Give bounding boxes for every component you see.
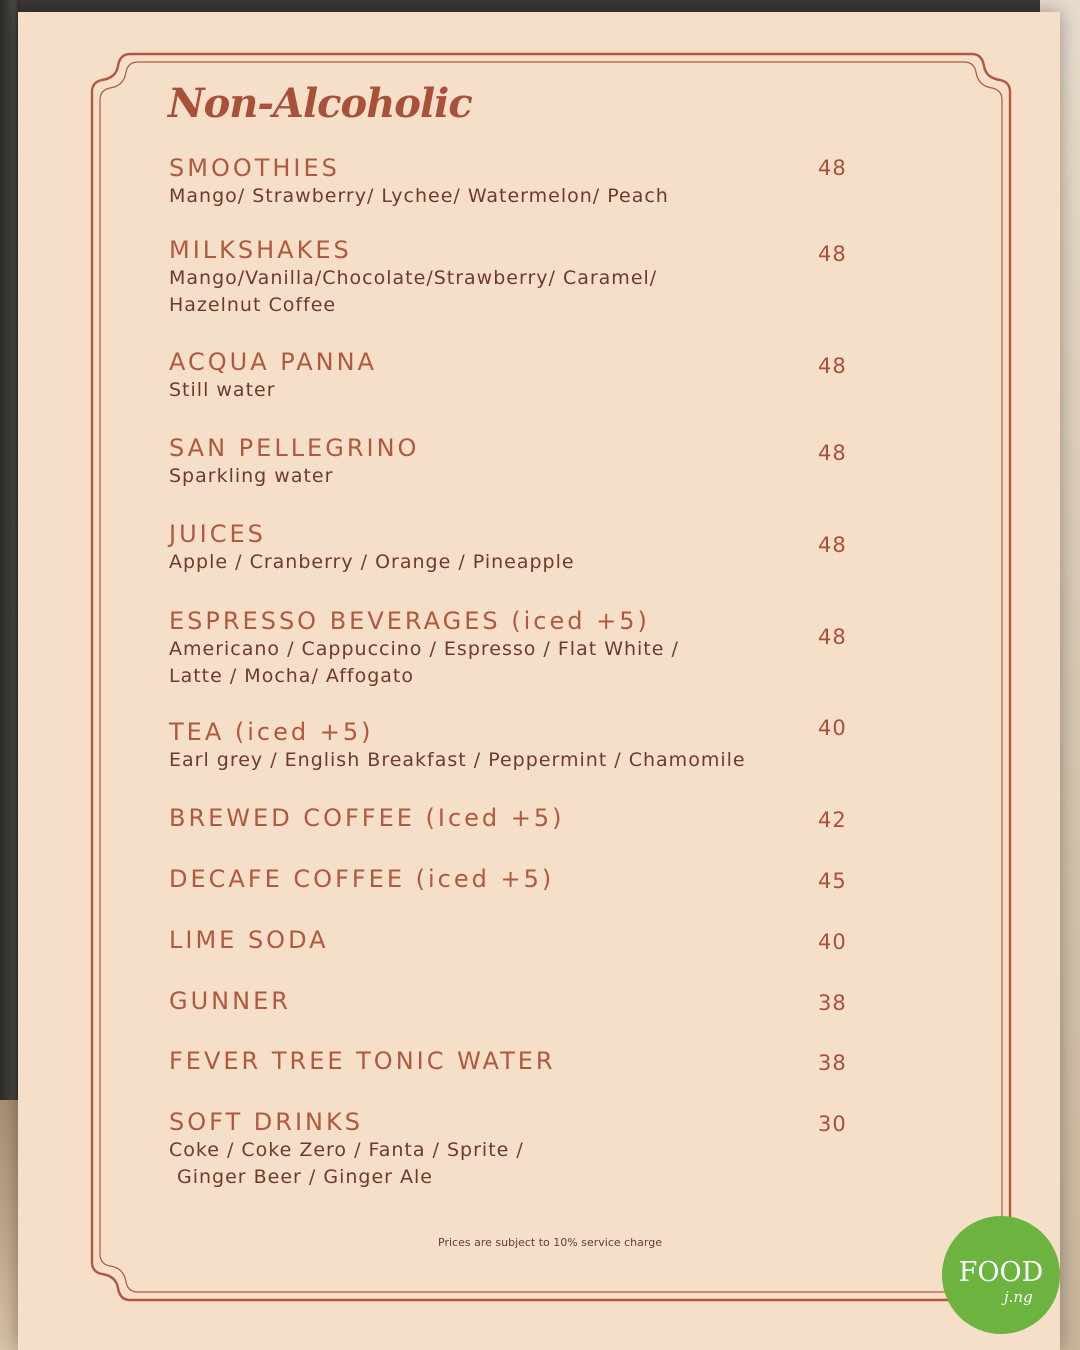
item-price: 42 bbox=[818, 808, 847, 832]
item-price: 48 bbox=[818, 156, 847, 180]
menu-item-tea bbox=[169, 718, 869, 773]
item-price: 48 bbox=[818, 354, 847, 378]
service-charge-note: Prices are subject to 10% service charge bbox=[438, 1236, 662, 1249]
item-name: ESPRESSO BEVERAGES (iced +5) bbox=[169, 607, 650, 635]
item-description: Mango/ Strawberry/ Lychee/ Watermelon/ Peach bbox=[169, 185, 669, 207]
item-price: 48 bbox=[818, 441, 847, 465]
menu-item-fever-tree-tonic-water bbox=[169, 1047, 869, 1075]
item-description: Americano / Cappuccino / Espresso / Flat White / bbox=[169, 638, 679, 660]
menu-item-decafe-coffee bbox=[169, 865, 869, 893]
item-description-line2: Ginger Beer / Ginger Ale bbox=[177, 1166, 433, 1188]
menu-item-juices bbox=[169, 520, 869, 575]
item-description: Mango/Vanilla/Chocolate/Strawberry/ Caramel/ bbox=[169, 267, 658, 289]
item-description: Sparkling water bbox=[169, 465, 334, 487]
menu-item-lime-soda bbox=[169, 926, 869, 954]
item-price: 48 bbox=[818, 625, 847, 649]
item-price: 40 bbox=[818, 716, 847, 740]
item-description: Coke / Coke Zero / Fanta / Sprite / bbox=[169, 1139, 524, 1161]
item-name: SMOOTHIES bbox=[169, 154, 340, 182]
item-description-line2: Hazelnut Coffee bbox=[169, 294, 337, 316]
item-price: 45 bbox=[818, 869, 847, 893]
menu-item-brewed-coffee bbox=[169, 804, 869, 832]
item-name: TEA (iced +5) bbox=[169, 718, 374, 746]
item-description-line2: Latte / Mocha/ Affogato bbox=[169, 665, 414, 687]
item-name: SOFT DRINKS bbox=[169, 1108, 363, 1136]
item-description: Earl grey / English Breakfast / Peppermint / Chamomile bbox=[169, 749, 746, 771]
item-price: 38 bbox=[818, 1051, 847, 1075]
item-price: 48 bbox=[818, 242, 847, 266]
item-name: SAN PELLEGRINO bbox=[169, 434, 420, 462]
menu-item-acqua-panna bbox=[169, 348, 869, 403]
item-name: BREWED COFFEE (Iced +5) bbox=[169, 804, 565, 832]
watermark-text: FOOD bbox=[958, 1257, 1044, 1288]
item-name: MILKSHAKES bbox=[169, 236, 352, 264]
item-name: JUICES bbox=[169, 520, 266, 548]
watermark-subtext: j.ng bbox=[1004, 1288, 1033, 1306]
item-description: Still water bbox=[169, 379, 276, 401]
item-price: 30 bbox=[818, 1112, 847, 1136]
menu-item-gunner bbox=[169, 987, 869, 1015]
menu-item-milkshakes bbox=[169, 236, 869, 318]
item-description: Apple / Cranberry / Orange / Pineapple bbox=[169, 551, 575, 573]
menu-item-smoothies bbox=[169, 154, 869, 209]
item-name: LIME SODA bbox=[169, 926, 329, 954]
food-watermark-logo bbox=[942, 1216, 1060, 1334]
item-name: ACQUA PANNA bbox=[169, 348, 377, 376]
menu-item-san-pellegrino bbox=[169, 434, 869, 489]
item-price: 48 bbox=[818, 533, 847, 557]
menu-item-soft-drinks bbox=[169, 1108, 869, 1190]
item-price: 38 bbox=[818, 991, 847, 1015]
item-name: FEVER TREE TONIC WATER bbox=[169, 1047, 556, 1075]
item-price: 40 bbox=[818, 930, 847, 954]
menu-heading: Non-Alcoholic bbox=[168, 80, 472, 127]
item-name: DECAFE COFFEE (iced +5) bbox=[169, 865, 555, 893]
menu-item-espresso-beverages bbox=[169, 607, 869, 689]
item-name: GUNNER bbox=[169, 987, 291, 1015]
